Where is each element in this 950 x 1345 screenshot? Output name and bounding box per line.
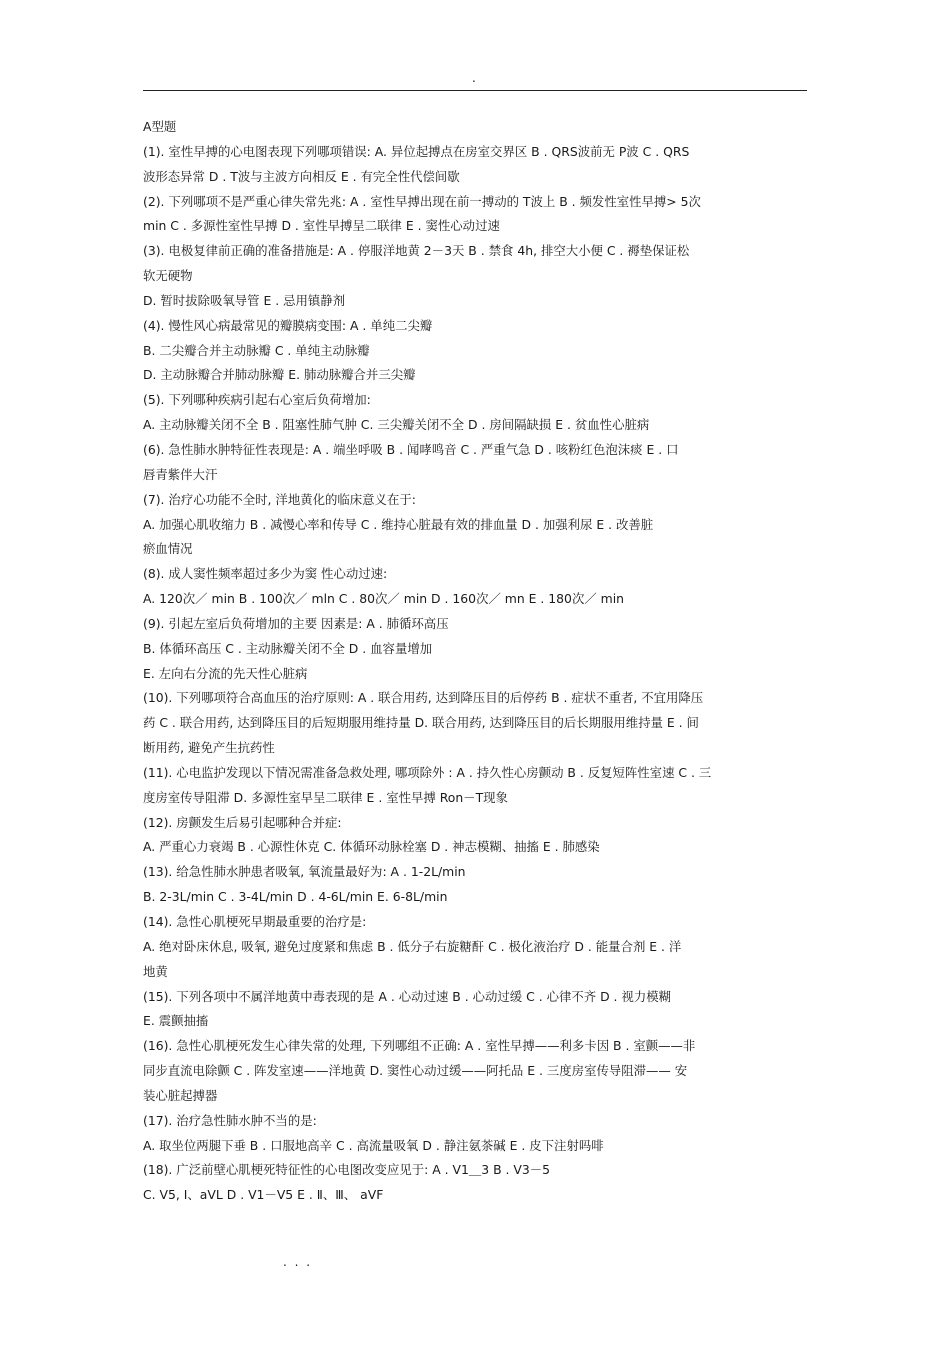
text-line: (1). 室性早搏的心电图表现下列哪项错误: A. 异位起搏点在房室交界区 B . QRS波前无 P波 C . QRS: [143, 143, 690, 159]
text-line: E. 震颤抽搐: [143, 1013, 209, 1029]
text-line: (13). 给急性肺水肿患者吸氧, 氧流量最好为: A . 1-2L/min: [143, 864, 466, 880]
text-line: E. 左向右分流的先天性心脏病: [143, 665, 308, 681]
section-heading: A型题: [143, 119, 177, 134]
text-line: C. V5, Ⅰ、aVL D . V1－V5 E . Ⅱ、Ⅲ、 aVF: [143, 1187, 384, 1203]
text-line: (5). 下列哪种疾病引起右心室后负荷增加:: [143, 392, 371, 408]
text-line: (3). 电极复律前正确的准备措施是: A . 停服洋地黄 2－3天 B . 禁食 4h, 排空大小便 C . 褥垫保证松: [143, 243, 690, 259]
text-line: (11). 心电监护发现以下情况需准备急救处理, 哪项除外 : A . 持久性心房颤动 B . 反复短阵性室速 C . 三: [143, 764, 712, 780]
text-line: (16). 急性心肌梗死发生心律失常的处理, 下列哪组不正确: A . 室性早搏——利多卡因 B . 室颤——非: [143, 1038, 696, 1054]
text-line: A. 严重心力衰竭 B . 心源性休克 C. 体循环动脉栓塞 D . 神志模糊、抽搐 E . 肺感染: [143, 839, 600, 855]
text-line: (7). 治疗心功能不全时, 洋地黄化的临床意义在于:: [143, 491, 416, 507]
text-line: (6). 急性肺水肿特征性表现是: A . 端坐呼吸 B . 闻哮鸣音 C . 严重气急 D . 咳粉红色泡沫痰 E . 口: [143, 441, 679, 457]
text-line: D. 暂时拔除吸氧导管 E . 忌用镇静剂: [143, 292, 346, 308]
text-line: A. 主动脉瓣关闭不全 B . 阻塞性肺气肿 C. 三尖瓣关闭不全 D . 房间隔缺损 E . 贫血性心脏病: [143, 417, 650, 433]
text-line: (18). 广泛前壁心肌梗死特征性的心电图改变应见于: A . V1＿3 B . V3－5: [143, 1162, 551, 1178]
text-line: (14). 急性心肌梗死早期最重要的治疗是:: [143, 914, 367, 929]
question-content: [143, 115, 809, 1208]
text-line: 波形态异常 D . T波与主波方向相反 E . 有完全性代偿间歇: [143, 168, 460, 184]
text-line: A. 加强心肌收缩力 B . 减慢心率和传导 C . 维持心脏最有效的排血量 D . 加强利尿 E . 改善脏: [143, 516, 654, 532]
header-rule: [143, 90, 807, 91]
text-line: (17). 治疗急性肺水肿不当的是:: [143, 1112, 317, 1128]
text-line: (4). 慢性风心病最常见的瓣膜病变围: A . 单纯二尖瓣: [143, 317, 433, 333]
text-line: 装心脏起搏器: [143, 1087, 218, 1103]
text-line: B. 二尖瓣合并主动脉瓣 C . 单纯主动脉瓣: [143, 342, 370, 358]
text-line: (2). 下列哪项不是严重心律失常先兆: A . 室性早搏出现在前一搏动的 T波上 B . 频发性室性早搏> 5次: [143, 193, 701, 209]
text-line: 同步直流电除颤 C . 阵发室速——洋地黄 D. 窦性心动过缓——阿托品 E . 三度房室传导阻滞—— 安: [143, 1063, 688, 1079]
text-line: 药 C . 联合用药, 达到降压目的后短期服用维持量 D. 联合用药, 达到降压目的后长期服用维持量 E . 间: [143, 715, 699, 731]
text-line: 断用药, 避免产生抗药性: [143, 740, 275, 756]
text-line: A. 绝对卧床休息, 吸氧, 避免过度紧和焦虑 B . 低分子右旋糖酐 C . 极化液治疗 D . 能量合剂 E . 洋: [143, 938, 682, 954]
text-line: B. 2-3L/min C . 3-4L/min D . 4-6L/min E. 6-8L/min: [143, 889, 448, 905]
text-line: 瘀血情况: [143, 541, 193, 557]
text-line: 唇青紫伴大汗: [143, 466, 218, 482]
text-line: 度房室传导阻滞 D. 多源性室早呈二联律 E . 室性早搏 Ron－T现象: [143, 789, 508, 805]
text-line: A. 120次／ min B . 100次／ mln C . 80次／ min D . 160次／ mn E . 180次／ min: [143, 591, 625, 607]
text-line: D. 主动脉瓣合并肺动脉瓣 E. 肺动脉瓣合并三尖瓣: [143, 367, 416, 383]
text-line: (12). 房颤发生后易引起哪种合并症:: [143, 814, 342, 830]
text-line: min C . 多源性室性早搏 D . 室性早搏呈二联律 E . 窦性心动过速: [143, 218, 500, 234]
header-dot: .: [472, 71, 476, 85]
text-line: (15). 下列各项中不属洋地黄中毒表现的是 A . 心动过速 B . 心动过缓 C . 心律不齐 D . 视力模糊: [143, 988, 671, 1004]
text-line: (8). 成人窦性频率超过多少为窦 性心动过速:: [143, 566, 388, 582]
text-line: A. 取坐位两腿下垂 B . 口服地高辛 C . 高流量吸氧 D . 静注氨茶碱 E . 皮下注射吗啡: [143, 1137, 604, 1153]
footer-dots: . . .: [283, 1255, 313, 1269]
text-line: 软无硬物: [143, 268, 193, 284]
text-line: 地黄: [143, 963, 168, 979]
text-line: B. 体循环高压 C . 主动脉瓣关闭不全 D . 血容量增加: [143, 640, 433, 656]
text-line: (9). 引起左室后负荷增加的主要 因素是: A . 肺循环高压: [143, 615, 449, 631]
text-line: (10). 下列哪项符合高血压的治疗原则: A . 联合用药, 达到降压目的后停药 B . 症状不重者, 不宜用降压: [143, 690, 704, 706]
